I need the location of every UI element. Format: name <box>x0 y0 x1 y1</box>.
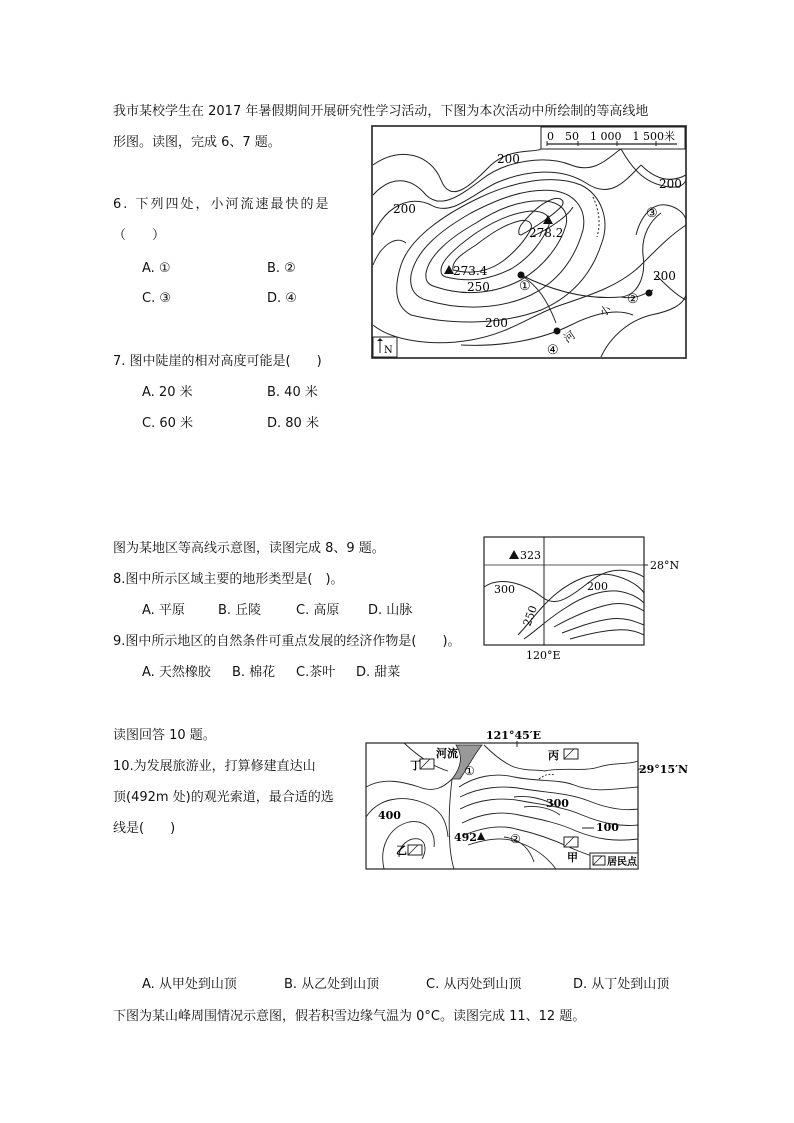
question-10-option-d[interactable]: D. 从丁处到山顶 <box>573 977 670 992</box>
intro-6-7-line2: 形图。读图，完成 6、7 题。 <box>113 135 281 150</box>
question-9-stem: 9.图中所示地区的自然条件可重点发展的经济作物是( )。 <box>113 634 461 649</box>
contour-label: 250 <box>520 603 541 629</box>
question-6-option-b[interactable]: B. ② <box>267 261 296 276</box>
peak-label-323: 323 <box>520 549 541 562</box>
contour-label: 250 <box>467 280 490 294</box>
longitude-label: 120°E <box>526 649 561 662</box>
contour-map-3 <box>364 727 694 875</box>
place-jia: 甲 <box>567 851 578 864</box>
question-8-option-a[interactable]: A. 平原 <box>142 603 185 618</box>
question-7-stem: 7. 图中陡崖的相对高度可能是( ) <box>113 354 322 369</box>
question-6-stem: 6. 下列四处，小河流速最快的是 <box>113 197 331 212</box>
question-9-option-c[interactable]: C.茶叶 <box>296 665 336 680</box>
intro-8-9: 图为某地区等高线示意图，读图完成 8、9 题。 <box>113 541 385 556</box>
contour-label: 100 <box>596 821 619 834</box>
contour-map-1 <box>371 125 687 359</box>
question-6-option-c[interactable]: C. ③ <box>142 291 171 306</box>
question-7-option-c[interactable]: C. 60 米 <box>142 416 194 431</box>
intro-11-12: 下图为某山峰周围情况示意图，假若积雪边缘气温为 0°C。读图完成 11、12 题。 <box>113 1009 586 1024</box>
question-8-option-b[interactable]: B. 丘陵 <box>218 603 262 618</box>
contour-map-2 <box>482 535 684 663</box>
point-label-4: ④ <box>547 343 559 358</box>
contour-label: 200 <box>587 580 608 593</box>
intro-6-7-line1: 我市某校学生在 2017 年暑假期间开展研究性学习活动，下图为本次活动中所绘制的等高线地 <box>113 104 649 119</box>
peak-label-273: 273.4 <box>453 264 488 278</box>
question-10-option-a[interactable]: A. 从甲处到山顶 <box>142 977 237 992</box>
place-yi: 乙 <box>396 844 407 857</box>
question-6-paren: （ ） <box>113 228 166 243</box>
question-10-line3: 线是( ) <box>113 821 176 836</box>
contour-label: 400 <box>378 809 401 822</box>
point-label-1: ① <box>464 764 475 778</box>
latitude-label: 28°N <box>650 559 680 572</box>
question-6-option-a[interactable]: A. ① <box>142 261 171 276</box>
question-10-option-b[interactable]: B. 从乙处到山顶 <box>284 977 380 992</box>
contour-label: 200 <box>485 316 508 330</box>
contour-label: 200 <box>393 202 416 216</box>
contour-label: 300 <box>546 797 569 810</box>
question-9-option-d[interactable]: D. 甜菜 <box>356 665 401 680</box>
question-7-option-a[interactable]: A. 20 米 <box>142 385 193 400</box>
contour-label: 200 <box>653 269 676 283</box>
contour-label: 300 <box>494 583 515 596</box>
question-10-line2: 顶(492m 处)的观光索道，最合适的选 <box>113 790 334 805</box>
legend-label: 居民点 <box>607 857 637 868</box>
longitude-label: 121°45′E <box>486 729 542 742</box>
question-8-option-d[interactable]: D. 山脉 <box>368 603 413 618</box>
question-8-option-c[interactable]: C. 高原 <box>296 603 340 618</box>
question-10-line1: 10.为发展旅游业，打算修建直达山 <box>113 759 316 774</box>
river-char-small: 小 <box>597 302 614 320</box>
question-7-option-d[interactable]: D. 80 米 <box>267 416 319 431</box>
contour-label: 200 <box>659 177 682 191</box>
river-char-river: 河 <box>561 328 578 346</box>
peak-label-492: 492 <box>454 831 477 844</box>
question-10-option-c[interactable]: C. 从丙处到山顶 <box>426 977 522 992</box>
place-ding: 丁 <box>410 759 421 772</box>
latitude-label: 29°15′N <box>639 763 689 776</box>
contour-label: 200 <box>497 152 520 166</box>
point-label-2: ② <box>627 292 639 307</box>
point-label-2: ② <box>510 832 521 846</box>
intro-10: 读图回答 10 题。 <box>113 728 216 743</box>
peak-label-278: 278.2 <box>529 226 564 240</box>
question-8-stem: 8.图中所示区域主要的地形类型是( )。 <box>113 572 344 587</box>
point-label-3: ③ <box>646 206 658 221</box>
question-6-option-d[interactable]: D. ④ <box>267 291 297 306</box>
scale-label: 0 50 1 000 1 500米 <box>547 130 675 143</box>
question-9-option-b[interactable]: B. 棉花 <box>232 665 276 680</box>
question-9-option-a[interactable]: A. 天然橡胶 <box>142 665 211 680</box>
river-label: 河流 <box>436 747 458 760</box>
point-label-1: ① <box>519 279 531 294</box>
question-7-option-b[interactable]: B. 40 米 <box>267 385 318 400</box>
place-bing: 丙 <box>548 749 559 762</box>
north-label: N <box>384 345 393 356</box>
